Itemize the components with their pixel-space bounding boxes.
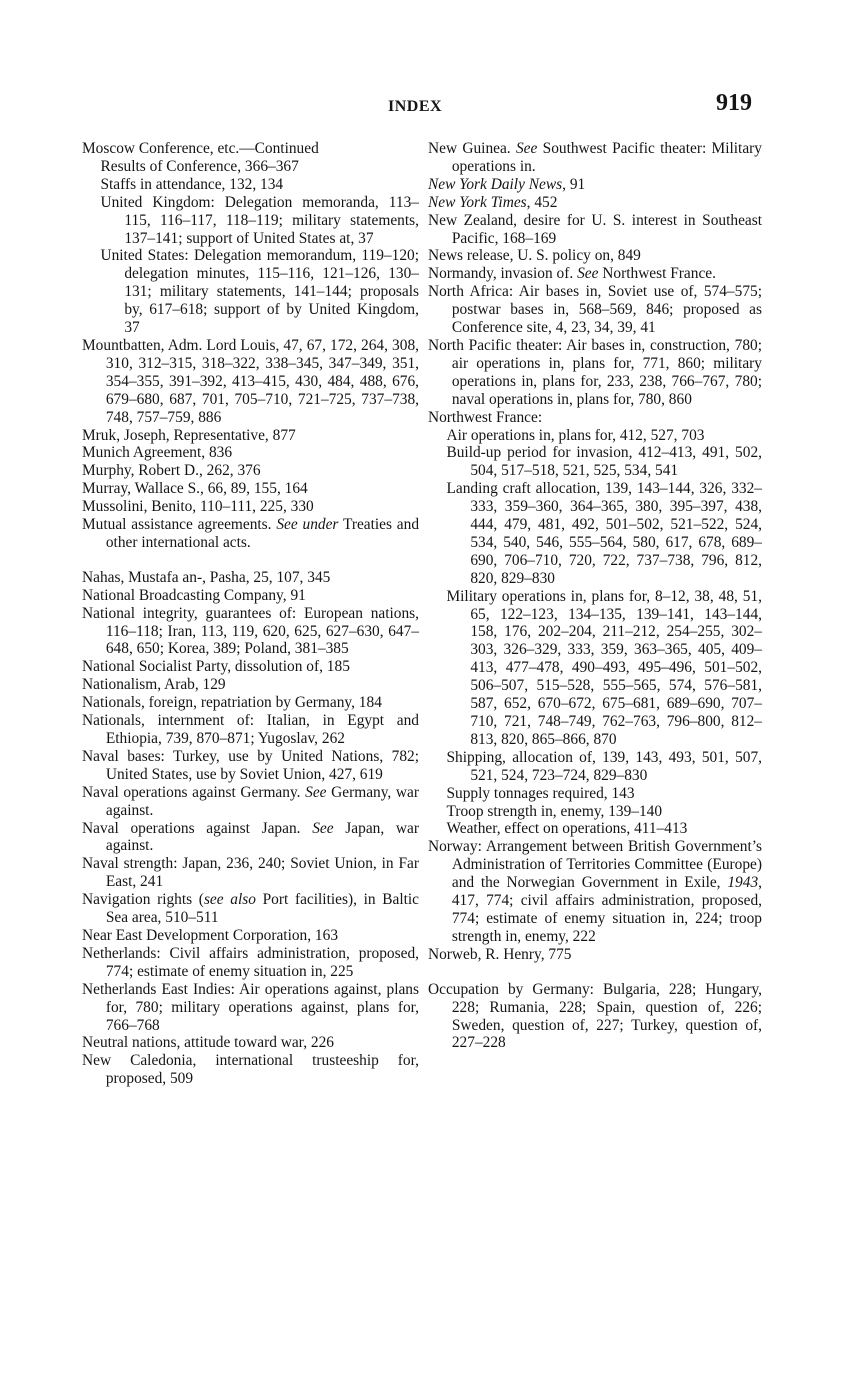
- index-entry: North Africa: Air bases in, Soviet use of, 574–575; postwar bases in, 568–569, 846; proposed as Conference site, 4, 23, 34, 39, 41: [428, 283, 762, 337]
- entry-text: Southwest Pacific theater: Military operations in.: [451, 140, 762, 175]
- see-also-reference: see also: [203, 891, 256, 909]
- index-entry: Mussolini, Benito, 110–111, 225, 330: [82, 498, 314, 516]
- index-entry: National integrity, guarantees of: European nations, 116–118; Iran, 113, 119, 620, 625, 627–630, 647–648, 650; Korea, 389; Poland, 381–385: [82, 604, 419, 658]
- index-entry: [428, 838, 762, 945]
- index-entry: [428, 176, 762, 194]
- under-reference: under: [302, 516, 339, 534]
- index-entry: News release, U. S. policy on, 849: [428, 247, 641, 265]
- entry-text: , 91: [562, 175, 586, 193]
- index-entry: Northwest France:: [428, 408, 543, 426]
- index-entry: New Zealand, desire for U. S. interest in Southeast Pacific, 168–169: [428, 211, 762, 247]
- entry-text: Naval operations against Germany.: [82, 783, 301, 801]
- index-entry: [428, 265, 762, 283]
- publication-title: New York Times: [428, 193, 527, 211]
- index-subentry: Troop strength in, enemy, 139–140: [446, 802, 663, 820]
- right-column: [428, 140, 762, 1052]
- index-subentry: United Kingdom: Delegation memoranda, 113–115, 116–117, 118–119; military statements, 137–141; support of United States at, 37: [100, 193, 419, 247]
- entry-text: Mutual assistance agreements.: [82, 516, 272, 534]
- index-entry: North Pacific theater: Air bases in, construction, 780; air operations in, plans for, 771, 860; military operations in, plans for, 233, 238, 766–767, 780; naval operations in, plans for, 780, 860: [428, 336, 762, 408]
- index-entry: National Broadcasting Company, 91: [82, 586, 306, 604]
- entry-text: Treaties and other international acts.: [105, 516, 420, 551]
- index-entry: Neutral nations, attitude toward war, 226: [82, 1034, 334, 1052]
- index-entry: Murray, Wallace S., 66, 89, 155, 164: [82, 480, 308, 498]
- index-subentry: Military operations in, plans for, 8–12, 38, 48, 51, 65, 122–123, 134–135, 139–141, 143–144, 158, 176, 202–204, 211–212, 254–255, 302–303, 326–329, 333, 359, 363–365, 405, 409–413, 477–478, 490–493, 495–496, 501–502, 506–507, 515–528, 555–565, 574, 576–581, 587, 652, 670–672, 675–681, 689–690, 707–710, 721, 748–749, 762–763, 796–800, 812–813, 820, 865–866, 870: [446, 587, 762, 748]
- index-entry: Occupation by Germany: Bulgaria, 228; Hungary, 228; Rumania, 228; Spain, question of, 226; Sweden, question of, 227; Turkey, question of, 227–228: [428, 980, 762, 1052]
- entry-text: Normandy, invasion of.: [428, 265, 574, 283]
- index-entry: Nationalism, Arab, 129: [82, 676, 226, 694]
- index-entry: Netherlands East Indies: Air operations against, plans for, 780; military operations against, plans for, 766–768: [82, 980, 419, 1034]
- index-entry: Munich Agreement, 836: [82, 444, 233, 462]
- entry-text: Germany, war against.: [105, 783, 419, 819]
- index-subentry: Shipping, allocation of, 139, 143, 493, 501, 507, 521, 524, 723–724, 829–830: [446, 748, 762, 784]
- entry-text: Norway: Arrangement between British Government’s Administration of Territories Committee (Europe) and the Norwegian Government in Exile,: [428, 838, 762, 892]
- index-subentry: Supply tonnages required, 143: [446, 784, 635, 802]
- see-reference: See: [577, 265, 599, 283]
- index-entry: Near East Development Corporation, 163: [82, 926, 339, 944]
- publication-title: New York Daily News: [428, 175, 563, 193]
- entry-text: Northwest France.: [602, 265, 716, 283]
- index-entry: [82, 784, 419, 820]
- see-reference: See: [276, 516, 298, 534]
- entry-text: Naval operations against Japan.: [82, 819, 301, 837]
- index-entry: [82, 891, 419, 927]
- entry-text: , 417, 774; civil affairs administration, proposed, 774; estimate of enemy situation in, 224; troop strength in, enemy, 222: [451, 874, 762, 945]
- index-subentry: Weather, effect on operations, 411–413: [446, 820, 688, 838]
- see-reference: See: [305, 783, 327, 801]
- entry-text: Navigation rights (: [82, 891, 204, 909]
- index-entry: [82, 820, 419, 856]
- page-number: 919: [716, 90, 752, 116]
- index-entry: Nationals, internment of: Italian, in Egypt and Ethiopia, 739, 870–871; Yugoslav, 262: [82, 712, 419, 747]
- index-entry: New Caledonia, international trusteeship for, proposed, 509: [82, 1052, 419, 1088]
- index-entry: Murphy, Robert D., 262, 376: [82, 462, 261, 480]
- entry-text: , 452: [526, 193, 558, 211]
- left-column: [82, 140, 419, 1088]
- index-entry: Mruk, Joseph, Representative, 877: [82, 426, 296, 444]
- index-entry: Nahas, Mustafa an-, Pasha, 25, 107, 345: [82, 568, 331, 586]
- index-entry: Norweb, R. Henry, 775: [428, 945, 572, 963]
- index-entry: [428, 140, 762, 176]
- index-entry: [82, 516, 419, 552]
- year-italic: 1943: [727, 874, 759, 892]
- index-subentry: Air operations in, plans for, 412, 527, 703: [446, 426, 705, 444]
- index-subentry: Staffs in attendance, 132, 134: [100, 175, 284, 193]
- see-reference: See: [515, 140, 538, 157]
- index-subentry: Results of Conference, 366–367: [100, 157, 299, 175]
- entry-text: Japan, war against.: [105, 819, 419, 855]
- see-reference: See: [312, 819, 334, 837]
- index-entry: Moscow Conference, etc.—Continued: [82, 140, 319, 157]
- index-entry: Nationals, foreign, repatriation by Germany, 184: [82, 694, 382, 712]
- index-entry: [428, 194, 762, 212]
- index-subentry: Build-up period for invasion, 412–413, 491, 502, 504, 517–518, 521, 525, 534, 541: [446, 444, 762, 480]
- entry-text: Port facilities), in Baltic Sea area, 510–511: [105, 891, 420, 927]
- index-subentry: Landing craft allocation, 139, 143–144, 326, 332–333, 359–360, 364–365, 380, 395–397, 438, 444, 479, 481, 492, 501–502, 521–522, 524, 534, 540, 546, 555–564, 580, 617, 678, 689–690, 706–710, 720, 722, 737–738, 796, 812, 820, 829–830: [446, 480, 762, 587]
- entry-text: New Guinea.: [428, 140, 511, 157]
- index-subentry: United States: Delegation memorandum, 119–120; delegation minutes, 115–116, 121–126, 130–131; military statements, 141–144; proposals by, 617–618; support of by United Kingdom, 37: [100, 247, 419, 337]
- index-entry: Mountbatten, Adm. Lord Louis, 47, 67, 172, 264, 308, 310, 312–315, 318–322, 338–345, 347–349, 351, 354–355, 391–392, 413–415, 430, 484, 488, 676, 679–680, 687, 701, 705–710, 721–725, 737–738, 748, 757–759, 886: [82, 336, 419, 426]
- index-entry: Naval strength: Japan, 236, 240; Soviet Union, in Far East, 241: [82, 855, 419, 891]
- index-entry: Naval bases: Turkey, use by United Nations, 782; United States, use by Soviet Union, 427, 619: [82, 747, 419, 783]
- running-header: INDEX: [388, 98, 443, 115]
- index-entry: National Socialist Party, dissolution of, 185: [82, 658, 350, 676]
- index-entry: Netherlands: Civil affairs administration, proposed, 774; estimate of enemy situation in, 225: [82, 944, 419, 980]
